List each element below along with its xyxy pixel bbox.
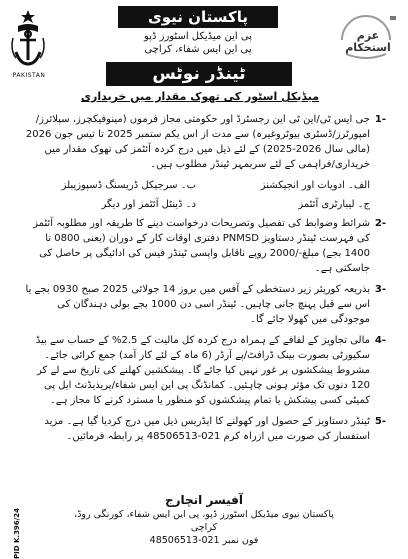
paragraph-5: [22, 414, 386, 444]
notice-body: [22, 112, 386, 450]
paragraph-2: [22, 216, 386, 276]
category-item: د۔ ڈینٹل آئٹمز اور دیگر: [101, 199, 196, 210]
paragraph-text: مالی تجاویز کے لفافے کے ہمراہ درج کردہ کل مالیت کے 2.5% کے حساب سے بیڈ سکیورٹی بصورت بینک ڈرافٹ/پے آرڈر (6 ماہ کے لئے کار آمد) جمع کرائی جائے۔ مشروط پیشکشوں پر غور نہیں کیا جائے گا۔ پیشکشیں کھلنے کی تاریخ سے لے کر 120 دنوں تک مؤثر ہونی چاہئیں۔ کمانڈنگ پی این ایس شفاء/پریذیڈنٹ ایل پی کمیٹی کسی پیشکش یا تمام پیشکشوں کو منظور یا مسترد کرنے کا مجاز ہے۔: [35, 335, 370, 406]
notice-subject: میڈیکل اسٹور کی تھوک مقدار میں خریداری: [80, 90, 320, 103]
item-category-list: [22, 197, 386, 212]
office-line-2: پی این ایس شفاء، کراچی: [144, 44, 252, 55]
office-phone: فون نمبر 021-48506513: [149, 535, 259, 546]
paragraph-text: شرائط وضوابط کی تفصیل وتصریحات درخواست دینے کا طریقہ اور مطلوبہ آئٹمز کی فہرست ٹینڈر دستاویز PNMSD دفتری اوقات کار کے دوران (یعنی 0800 تا 1400 بجے) مبلغ-/2000 روپے ناقابل واپسی ٹینڈر فیس کی ادائیگی پر حاصل کی جاسکتی ہے۔: [33, 218, 370, 274]
paragraph-number: 4-: [374, 335, 386, 346]
category-item: ب۔ سرجیکل ڈریسنگ ڈسپوزیبلز: [61, 180, 196, 191]
paragraph-text: ٹینڈر دستاویز کے حصول اور کھولنے کا ایڈریس ذیل میں درج کردیا گیا ہے۔ مزید استفسار کی صورت میں ازراہ کرم 021-48506513 پر رابطہ فرمائیں۔: [44, 416, 370, 442]
office-address: پاکستان نیوی میڈیکل اسٹورز ڈپو، پی این ایس شفاء، کورنگی روڈ، کراچی: [74, 509, 334, 533]
signature-block: [60, 492, 348, 547]
category-item: ج۔ لیبارٹری آئٹمز: [298, 199, 370, 210]
paragraph-1: [22, 112, 386, 172]
paragraph-number: 5-: [374, 416, 386, 427]
paragraph-text: بذریعہ کوریئر زیر دستخطی کے آفس میں بروز 14 جولائی 2025 صبح 0930 بجے یا اس سے قبل پہنچ جانی چاہیں۔ ٹینڈر اسی دن 1000 بجے بولی دہندگان کی موجودگی میں کھولا جائے گا۔: [25, 284, 370, 325]
paragraph-number: 3-: [374, 284, 386, 295]
office-lines: [108, 30, 288, 56]
page-title: پاکستان نیوی: [118, 6, 278, 28]
pakistan-navy-emblem-icon: [10, 8, 46, 70]
paragraph-number: 2-: [374, 218, 386, 229]
paragraph-number: 1-: [374, 114, 386, 125]
paragraph-text: جی ایس ٹی/این ٹی این رجسٹرڈ اور حکومتی مجاز فرموں (مینوفیکچرز، سپلائرز/امپورٹرز/ڈسٹری بیوٹروغیرہ) سے مدت از اس یکم ستمبر 2025 تا تیس جون 2026 (مالی سال 2026-2025) کے لئے ذیل میں درج کردہ آئٹمز کی تھوک مقدار میں خریداری/فراہمی کے لئے سربمہر ٹینڈر مطلوب ہیں۔: [25, 114, 370, 170]
item-category-list: [22, 178, 386, 193]
category-item: الف۔ ادویات اور انجیکشنز: [260, 180, 370, 191]
office-line-1: پی این میڈیکل اسٹورز ڈپو: [144, 31, 252, 42]
notice-title: ٹینڈر نوٹس: [106, 62, 292, 86]
logo-text: عزم استحکام: [345, 29, 391, 54]
officer-title: آفیسر انچارج: [164, 493, 244, 507]
emblem-label: PAKISTAN: [12, 72, 46, 79]
pid-reference: PID K.396/24: [13, 508, 21, 559]
paragraph-3: [22, 282, 386, 327]
paragraph-4: [22, 333, 386, 408]
